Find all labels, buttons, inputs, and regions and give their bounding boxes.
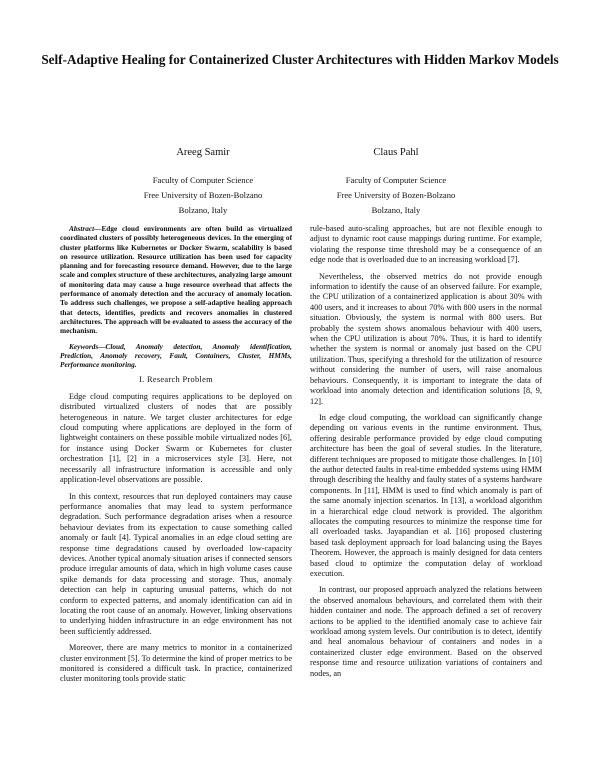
- left-column: [60, 224, 292, 764]
- paragraph: rule-based auto-scaling approaches, but are not flexible enough to adjust to dynamic root cause mappings during runtime. For example, violating the response time threshold may be a consequence of an edge node that is overloaded due to an increasing workload [7].: [310, 224, 542, 265]
- keywords-text: —Cloud, Anomaly detection, Anomaly identification, Prediction, Anomaly recovery, Fault, Containers, Cluster, HMMs, Performance monitoring.: [60, 341, 292, 370]
- abstract: [60, 224, 292, 336]
- author-1: [93, 146, 313, 218]
- author-name: Areeg Samir: [176, 147, 230, 158]
- paragraph: Edge cloud computing requires applications to be deployed on distributed virtualized clusters of nodes that are possibly heterogeneous in nature. We target cluster architectures for edge cloud computing where applications are deployed in the form of lightweight containers on these possible mobile virtualized nodes [6], for instance using Docker Swarm or Kubernetes for cluster orchestration [1], [2] in a microservices style [3]. Here, not necessarily all infrastructure information is accessible and only application-level observations are possible.: [60, 391, 292, 485]
- paragraph: Moreover, there are many metrics to monitor in a containerized cluster environment [5]. To determine the kind of proper metrics to be monitored is considered a difficult task. In practice, containerized cluster monitoring tools provide static: [60, 643, 292, 684]
- author-location: Bolzano, Italy: [178, 205, 228, 215]
- author-name: Claus Pahl: [373, 147, 419, 158]
- keywords-lead: Keywords: [69, 341, 99, 351]
- abstract-text: —Edge cloud environments are often build as virtualized coordinated clusters of possibly heterogeneous devices. In the emerging of cluster platforms like Kubernetes or Docker Swarm, scalability is based on resource utilization. Resource utilization has been used for capacity planning and for forecasting resource demand. However, due to the large scale and complex structure of these architectures, analyzing large amount of monitoring data may cause a huge resource overhead that affects the performance of anomaly detection and the accuracy of anomaly location. To address such challenges, we propose a self-adaptive healing approach that detects, identifies, predicts and recovers anomalies in clustered architectures. The approach will be evaluated to assess the accuracy of the mechanism.: [60, 224, 292, 336]
- author-affiliation: Faculty of Computer Science: [345, 175, 447, 185]
- author-affiliation: Faculty of Computer Science: [152, 175, 254, 185]
- paper-title: Self-Adaptive Healing for Containerized Cluster Architectures with Hidden Markov Models: [41, 52, 559, 67]
- abstract-lead: Abstract: [69, 224, 95, 233]
- paragraph: Nevertheless, the observed metrics do not provide enough information to identify the cause of an observed failure. For example, the CPU utilization of a containerized application is about 30% with 400 users, and it increases to about 70% with 800 users in the normal situation. Obviously, the system is normal with 800 users. But probably the system shows anomalous behaviour with 400 users, when the CPU utilization is about 70%. Thus, it is hard to identify whether the system is normal or anomaly just based on the CPU utilization. Thus, specifying a threshold for the utilization of resource without considering the number of users, will raise anomalous behaviours. Consequently, it is important to integrate the data of workload into anomaly detection and identification solutions [8, 9, 12].: [310, 271, 542, 406]
- section-heading: I. Research Problem: [139, 375, 213, 385]
- author-institution: Free University of Bozen-Bolzano: [143, 190, 263, 200]
- right-column: [310, 224, 542, 764]
- author-2: [286, 146, 506, 218]
- paragraph: In edge cloud computing, the workload can significantly change depending on various events in the runtime environment. Thus, offering desirable performance provided by edge cloud computing architecture has been the goal of several studies. In the literature, different techniques are proposed to mitigate those challenges. In [10] the author detected faults in real-time embedded systems using HMM through describing the healthy and faulty states of a systems hardware components. In [11], HMM is used to find which anomaly is part of the same anomaly injection scenarios. In [13], a workload algorithm in a hierarchical edge cloud network is provided. The algorithm allocates the computing resources to minimize the response time for all overloaded tasks. Jayapandian et al. [16] proposed clustering based task deployment approach for load balancing using the Bayes Theorem. However, the approach is mainly designed for data centers based cloud to optimize the computation delay of workload execution.: [310, 412, 542, 578]
- paragraph: In contrast, our proposed approach analyzed the relations between the observed anomalous behaviours, and correlated them with their hidden container and node. The approach defined a set of recovery actions to be applied to the identified anomaly case to achieve fair workload among system levels. Our contribution is to detect, identify and heal anomalous behaviour of containers and nodes in a containerized cluster edge environment. Based on the observed response time and resource utilization variations of containers and nodes, an: [310, 585, 542, 678]
- author-institution: Free University of Bozen-Bolzano: [336, 190, 456, 200]
- keywords: [60, 342, 292, 370]
- paragraph: In this context, resources that run deployed containers may cause performance anomalies that may lead to system performance degradation. Such performance degradation arises when a resource behaviour deviates from its expectation to cause something called anomaly or fault [4]. Typical anomalies in an edge cloud setting are response time degradations caused by overloaded low-capacity devices. Another typical anomaly situation arises if connected sensors produce irregular amounts of data, which in high volume cases cause spike demands for data processing and storage. Thus, anomaly detection can help in capturing unusual patterns, which do not conform to expected patterns, and anomaly identification can aid in locating the root cause of an anomaly. However, linking observations to underlying hidden infrastructure in an edge environment has not been sufficiently addressed.: [60, 491, 292, 636]
- author-location: Bolzano, Italy: [371, 205, 421, 215]
